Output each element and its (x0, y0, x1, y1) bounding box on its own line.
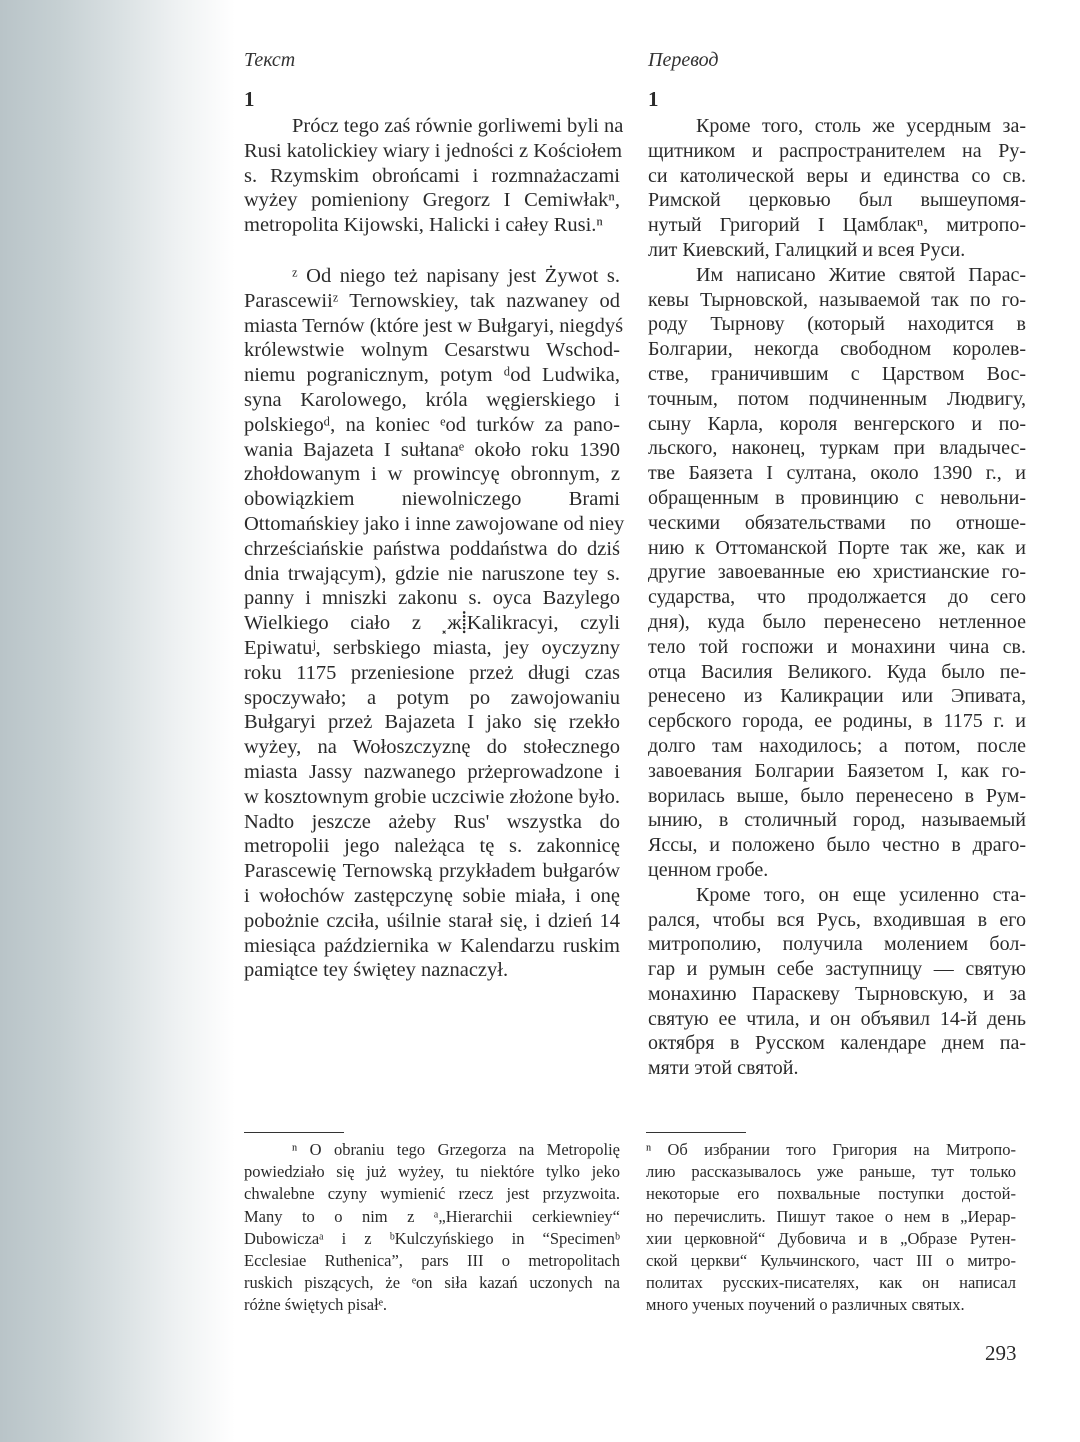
text-line: лит Киевский, Галицкий и всея Руси. (648, 238, 966, 261)
text-line: ⁿ O obraniu tego Grzegorza na Metropolię (292, 1140, 620, 1159)
footnote-right (646, 1139, 1016, 1317)
text-line: ruskich piszących, że ᵉon siła kazań uczonych na (244, 1273, 620, 1293)
text-line: pamiątce tey świętey naznaczył. (244, 959, 509, 982)
text-line: сыну Карла, короля венгерского и по- (648, 412, 1026, 435)
text-line: дня), куда было перенесено нетленное (648, 610, 1026, 633)
text-line: завоевания Болгарии Баязетом I, как го- (648, 759, 1026, 782)
text-line: нию к Оттоманской Порте так же, как и (648, 536, 1026, 559)
text-line: ценном гробе. (648, 858, 769, 881)
text-line: miasta Ternów (które jest w Bułgaryi, niegdyś (244, 314, 624, 337)
text-line: Кроме того, он еще усиленно ста- (696, 883, 1026, 906)
text-line: wyżey, na Wołoszczyznę do stołecznego (244, 736, 620, 759)
text-line: щитником и распространителем на Ру- (648, 139, 1026, 162)
footnote-left (244, 1139, 620, 1317)
original-text-column (244, 44, 625, 983)
text-line: ⁿ Об избрании того Григория на Митропо- (646, 1140, 1016, 1159)
text-line: Nadto jeszcze ażeby Rus' wszystka do (244, 810, 620, 833)
text-line: много ученых поучений о различных святых. (646, 1295, 965, 1315)
text-line: роду Тырнову (который находится в (648, 313, 1026, 336)
text-line: октября в Русском календаре днем па- (648, 1032, 1026, 1055)
text-line: кевы Тырновской, называемой так по го- (648, 288, 1026, 311)
text-line: митрополию, получила молением бол- (648, 933, 1026, 956)
text-line: долго там находилось; а потом, после (648, 734, 1026, 757)
paragraph (244, 264, 625, 983)
text-line: сербского города, ее родины, в 1175 г. и (648, 710, 1026, 733)
text-line: panny i mniszki zakonu s. oyca Bazylego (244, 587, 620, 610)
paragraph (244, 114, 624, 238)
text-line: ренесено из Каликрации или Эпивата, (648, 685, 1026, 708)
text-line: обращенным в провинцию с невольни- (648, 486, 1026, 509)
text-line: другие завоеванные ею христианские го- (648, 561, 1026, 584)
text-line: сударства, что продолжается до сего (648, 586, 1026, 609)
text-line: ынию, в столичный город, называемый (648, 809, 1026, 832)
text-line: Epiwatuʲ, serbskiego miasta, jey oyczyzny (244, 636, 620, 659)
text-line: ᶻ Od niego też napisany jest Żywot s. (292, 264, 620, 287)
text-line: ворилась выше, было перенесено в Рум- (648, 784, 1026, 807)
text-line: ческими обязательствами по отноше- (648, 511, 1026, 534)
text-line: Wielkiego ciało z ⸼ж⸽Kalikracyi, czyli (244, 612, 620, 635)
text-line: obowiązkiem niewolniczego Brami (244, 488, 620, 511)
text-line: рался, чтобы вся Русь, входившая в его (648, 908, 1026, 931)
text-line: Им написано Житие святой Парас- (696, 263, 1026, 286)
text-line: тело той госпожи и монахини чина св. (648, 635, 1026, 658)
text-line: Rusi katolickiey wiary i jedności z Kościołem (244, 139, 623, 162)
text-line: spoczywało; a potym po zawojowaniu (244, 686, 620, 709)
text-line: гар и румын себе заступницу — святую (648, 958, 1026, 981)
text-line: монахиню Параскеву Тырновскую, и за (648, 982, 1026, 1005)
text-line: нутый Григорий I Цамблакⁿ, митропо- (648, 214, 1026, 237)
text-line: тве Баязета I султана, около 1390 г., и (648, 462, 1026, 485)
text-line: miesiąca października w Kalendarzu ruskim (244, 934, 620, 957)
text-line: Римской церковью был вышеупомя- (648, 189, 1026, 212)
text-line: Ecclesiae Ruthenica”, pars III o metropolitach (244, 1250, 620, 1270)
text-line: Many to o nim z ᵃ„Hierarchii cerkiewniey“ (244, 1206, 620, 1226)
translation-column (648, 44, 1026, 1081)
text-line: miasta Jassy nazwanego prżeprowadzone i (244, 760, 620, 783)
text-line: syna Karolowego, króla węgierskiego i (244, 388, 620, 411)
text-line: лию рассказывалось уже раньше, тут только (646, 1162, 1016, 1182)
text-line: chwalebne czyny wymienić rzecz jest przyzwoita. (244, 1184, 620, 1204)
text-line: Parascewię Ternowską przykładem bułgarów (244, 860, 620, 883)
footnote-rule (244, 1132, 344, 1133)
text-line: Кроме того, столь же усердным за- (696, 115, 1026, 137)
text-line: Ottomańskiey jako i inne zawojowane od niey (244, 512, 625, 535)
footnote-rule (646, 1132, 746, 1133)
text-line: Dubowiczaᵃ i z ᵇKulczyńskiego in “Specimenᵇ (244, 1228, 620, 1248)
text-line: królewstwie wolnym Cesarstwu Wschod- (244, 339, 620, 362)
text-line: niemu pogranicznym, potym ᵈod Ludwika, (244, 364, 620, 387)
text-line: точным, потом подчиненным Людвигу, (648, 387, 1026, 410)
column-heading-translation: Перевод (648, 49, 719, 71)
text-line: różne świętych pisałᵉ. (244, 1295, 388, 1315)
text-line: roku 1175 przeniesione przeż długi czas (244, 661, 620, 684)
text-line: w kosztownym grobie uczciwie złożone było. (244, 785, 620, 808)
text-line: wania Bajazeta I sułtanaᵉ około roku 1390 (244, 438, 620, 461)
text-line: metropolii jego należąca tę s. zakonnicę (244, 835, 620, 858)
paragraph (648, 114, 1026, 263)
text-line: polskiegoᵈ, na koniec ᵉod turków za pano- (244, 413, 620, 436)
text-line: отца Василия Великого. Куда было пе- (648, 660, 1026, 683)
text-line: i wołochów zastępczynę sobie miała, i onę (244, 884, 620, 907)
text-line: некоторые его похвальные поступки достой- (646, 1184, 1016, 1204)
text-line: metropolita Kijowski, Halicki i całey Rusi.ⁿ (244, 214, 603, 237)
text-line: стве, граничившим с Царством Вос- (648, 362, 1026, 385)
text-line: Болгарии, некогда свободном королев- (648, 338, 1026, 361)
text-line: Яссы, и положено было честно в драго- (648, 834, 1026, 857)
text-line: chrześciańskie państwa poddaństwa do dziś (244, 537, 620, 560)
text-line: мяти этой святой. (648, 1057, 799, 1080)
text-line: льского, наконец, туркам при владычес- (648, 437, 1026, 460)
text-line: но перечислить. Пишут такое о нем в „Иерар- (646, 1206, 1016, 1226)
paragraph (648, 263, 1026, 883)
text-line: политах русских-писателях, как он написал (646, 1273, 1016, 1293)
section-number: 1 (648, 87, 659, 111)
page-number: 293 (985, 1341, 1017, 1365)
text-line: powiedziało się już wyżey, tu niektóre tylko jeko (244, 1162, 620, 1182)
text-line: Bułgaryi przeż Bajazeta I jako się rzekło (244, 711, 620, 734)
text-line: zhołdowanym i w prowincyę obronnym, z (244, 463, 620, 486)
text-line: си католической веры и единства со св. (648, 164, 1026, 187)
text-line: s. Rzymskim obrońcami i rozmnażaczami (244, 164, 620, 187)
text-line: dnia trwającym), gdzie nie naruszone tey s. (244, 562, 620, 585)
text-line: ской церкви“ Кульчинского, част III о митро- (646, 1250, 1016, 1270)
binding-gutter-shadow (0, 0, 235, 1442)
text-line: святую ее чтила, и он объявил 14-й день (648, 1007, 1026, 1030)
column-heading-text: Текст (244, 49, 296, 71)
text-line: pobożnie czciła, uśilnie starał się, i dzień 14 (244, 909, 620, 932)
text-line: хии церковной“ Дубовича и в „Образе Рутен- (646, 1228, 1016, 1248)
paragraph (648, 883, 1026, 1081)
section-number: 1 (244, 87, 255, 111)
text-line: wyżey pomieniony Gregorz I Cemiwłakⁿ, (244, 189, 620, 212)
text-line: Parascewiiᶻ Ternowskiey, tak nazwaney od (244, 289, 620, 312)
text-line: Prócz tego zaś równie gorliwemi byli na (292, 115, 624, 137)
